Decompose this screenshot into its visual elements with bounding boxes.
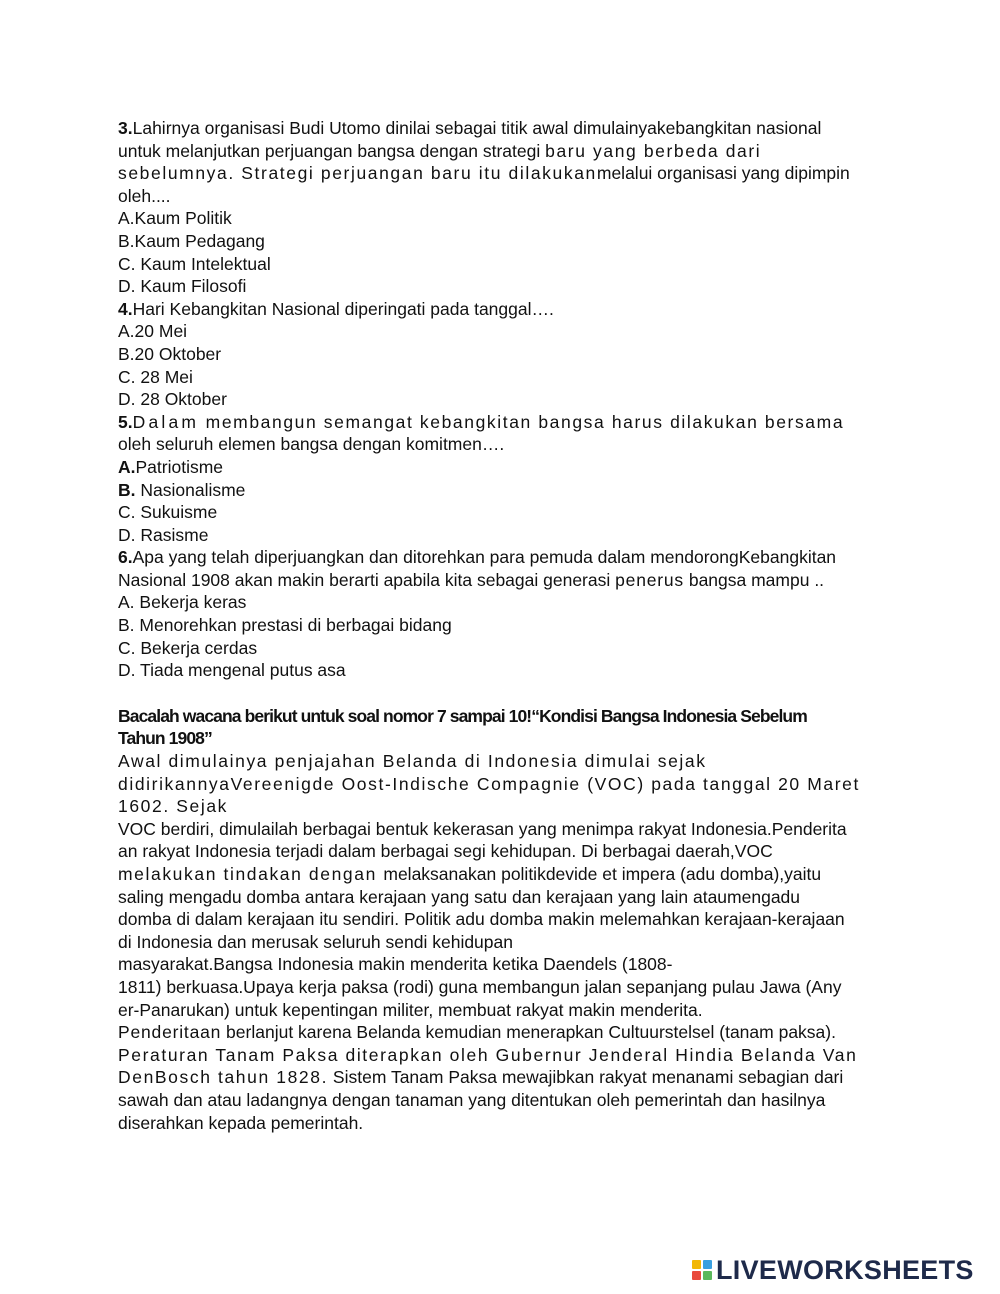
logo-text: LIVEWORKSHEETS [716, 1254, 974, 1285]
passage-line: diserahkan kepada pemerintah. [118, 1112, 364, 1133]
passage-line: Penderitaan berlanjut karena Belanda kemudian menerapkan Cultuurstelsel (tanam paksa). [118, 1022, 836, 1043]
passage-title-cont: Tahun 1908” [118, 728, 212, 749]
logo-square-icon [692, 1271, 701, 1280]
option-b[interactable]: B. Nasionalisme [118, 479, 246, 500]
option-d[interactable]: D. Rasisme [118, 524, 209, 545]
passage-line: 1602. Sejak [118, 796, 229, 817]
logo-mark-icon [692, 1260, 712, 1280]
passage-line: Awal dimulainya penjajahan Belanda di Indonesia dimulai sejak [118, 751, 707, 772]
passage-line: masyarakat.Bangsa Indonesia makin menderita ketika Daendels (1808- [118, 954, 673, 975]
question-3-line-4: oleh.... [118, 185, 171, 206]
question-4-line-1: 4.Hari Kebangkitan Nasional diperingati pada tanggal…. [118, 298, 554, 319]
option-d[interactable]: D. Tiada mengenal putus asa [118, 660, 346, 681]
question-6-line-2: Nasional 1908 akan makin berarti apabila kita sebagai generasi penerus bangsa mampu .. [118, 569, 825, 590]
question-5 [118, 411, 948, 547]
question-6 [118, 546, 948, 682]
passage-line: didirikannyaVereenigde Oost-Indische Compagnie (VOC) pada tanggal 20 Maret [118, 773, 860, 794]
option-d[interactable]: D. Kaum Filosofi [118, 276, 247, 297]
question-3-line-1: 3.Lahirnya organisasi Budi Utomo dinilai sebagai titik awal dimulainyakebangkitan nasional [118, 118, 822, 138]
passage-line: domba di dalam kerajaan itu sendiri. Politik adu domba makin melemahkan kerajaan-kerajaan [118, 909, 845, 930]
option-b[interactable]: B. Menorehkan prestasi di berbagai bidang [118, 615, 452, 636]
question-3 [118, 117, 948, 298]
passage-line: sawah dan atau ladangnya dengan tanaman yang ditentukan oleh pemerintah dan hasilnya [118, 1089, 826, 1110]
passage-line: er-Panarukan) untuk kepentingan militer, membuat rakyat makin menderita. [118, 999, 703, 1020]
option-a[interactable]: A.Kaum Politik [118, 208, 232, 229]
passage-line: 1811) berkuasa.Upaya kerja paksa (rodi) guna membangun jalan sepanjang pulau Jawa (Any [118, 976, 842, 997]
worksheet-content [118, 117, 948, 1134]
passage-line: VOC berdiri, dimulailah berbagai bentuk kekerasan yang menimpa rakyat Indonesia.Penderita [118, 818, 847, 839]
option-d[interactable]: D. 28 Oktober [118, 389, 227, 410]
liveworksheets-logo [692, 1256, 974, 1284]
question-3-line-3: sebelumnya. Strategi perjuangan baru itu dilakukanmelalui organisasi yang dipimpin [118, 163, 850, 184]
passage-line: an rakyat Indonesia terjadi dalam berbagai segi kehidupan. Di berbagai daerah,VOC [118, 841, 773, 862]
logo-square-icon [703, 1260, 712, 1269]
question-4 [118, 298, 948, 411]
passage-line: di Indonesia dan merusak seluruh sendi kehidupan [118, 931, 513, 952]
option-a[interactable]: A. Bekerja keras [118, 592, 247, 613]
option-a[interactable]: A.20 Mei [118, 321, 188, 342]
passage-line: Peraturan Tanam Paksa diterapkan oleh Gubernur Jenderal Hindia Belanda Van [118, 1044, 858, 1065]
option-b[interactable]: B.20 Oktober [118, 343, 222, 364]
spacer [118, 682, 948, 705]
question-5-line-1: 5.Dalam membangun semangat kebangkitan bangsa harus dilakukan bersama [118, 411, 845, 432]
logo-square-icon [703, 1271, 712, 1280]
question-6-line-1: 6.Apa yang telah diperjuangkan dan ditorehkan para pemuda dalam mendorongKebangkitan [118, 547, 837, 568]
reading-passage [118, 705, 948, 1134]
option-b[interactable]: B.Kaum Pedagang [118, 230, 265, 251]
option-c[interactable]: C. Sukuisme [118, 502, 218, 523]
passage-line: DenBosch tahun 1828. Sistem Tanam Paksa mewajibkan rakyat menanami sebagian dari [118, 1067, 844, 1088]
passage-title: Bacalah wacana berikut untuk soal nomor 7 sampai 10!“Kondisi Bangsa Indonesia Sebelum [118, 705, 807, 726]
logo-square-icon [692, 1260, 701, 1269]
option-a[interactable]: A.Patriotisme [118, 456, 224, 477]
question-5-line-2: oleh seluruh elemen bangsa dengan komitmen…. [118, 434, 505, 455]
option-c[interactable]: C. Kaum Intelektual [118, 253, 271, 274]
question-3-line-2: untuk melanjutkan perjuangan bangsa dengan strategi baru yang berbeda dari [118, 140, 762, 161]
option-c[interactable]: C. Bekerja cerdas [118, 637, 258, 658]
passage-line: saling mengadu domba antara kerajaan yang satu dan kerajaan yang lain ataumengadu [118, 886, 801, 907]
passage-line: melakukan tindakan dengan melaksanakan politikdevide et impera (adu domba),yaitu [118, 864, 822, 884]
option-c[interactable]: C. 28 Mei [118, 366, 193, 387]
